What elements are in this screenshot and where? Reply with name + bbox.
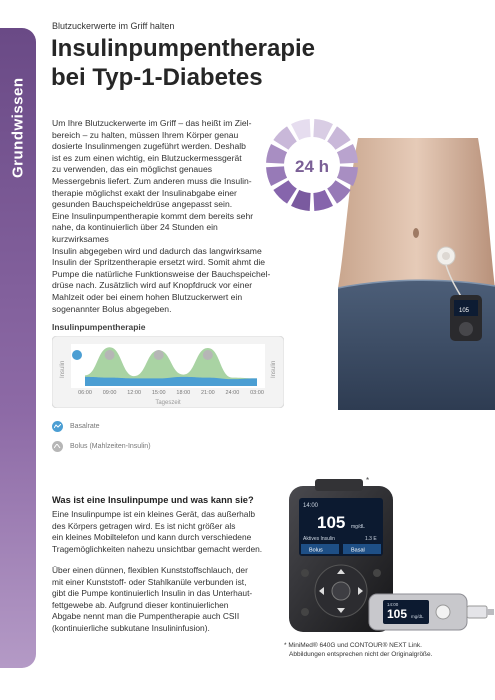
paragraph-line: mit einer Kunststoff- oder Stahlkanüle verbunden ist,: [52, 576, 247, 587]
clock-label: 24 h: [294, 157, 330, 176]
clock-segment: [273, 180, 296, 203]
intro-line: therapie möglichst exakt der Insulinabgabe einer: [52, 187, 237, 198]
chart-ylabel-left: Insulin: [60, 360, 66, 378]
intro-line: drüse nach. Zusätzlich wird auf Knopfdruck vor einer: [52, 280, 253, 291]
intro-line: Um Ihre Blutzuckerwerte im Griff – das heißt im Ziel-: [52, 118, 252, 128]
basal-marker: [72, 350, 82, 360]
meter-value: 105: [387, 607, 408, 621]
kicker: Blutzuckerwerte im Griff halten: [52, 21, 175, 31]
intro-line: zu verwenden, das ein möglichst genaues: [52, 164, 213, 175]
chart-legend: [52, 418, 151, 458]
section-heading: Was ist eine Insulinpumpe und was kann sie?: [52, 495, 254, 505]
page-title-line-1: Insulinpumpentherapie: [51, 35, 316, 62]
svg-text:105: 105: [459, 308, 470, 314]
bolus-icon: [52, 441, 63, 452]
pump-active-insulin-value: 1.3 E: [365, 536, 377, 542]
paragraph-line: Abgabe nennt man die Pumpentherapie auch CSII: [52, 611, 240, 622]
section-tab: [0, 28, 36, 668]
asterisk-mark: *: [366, 476, 370, 485]
paragraph-line: Über einen dünnen, flexiblen Kunststoffschlauch, der: [52, 565, 248, 575]
caption-line-1: * MiniMed® 640G und CONTOUR® NEXT Link.: [284, 642, 422, 649]
intro-line: sogenannter Bolus abgegeben.: [52, 303, 172, 314]
intro-line: Mahlzeit oder bei einem hohen Blutzuckerwert ein: [52, 291, 243, 302]
x-tick-label: 18:00: [176, 390, 191, 396]
intro-paragraph: [52, 118, 274, 315]
intro-line: nahe, da kontinuierlich über 24 Stunden ein kurzwirksames: [52, 222, 218, 244]
caption-line-2: Abbildungen entsprechen nicht der Originalgröße.: [289, 650, 433, 658]
image-caption: [284, 642, 489, 659]
legend-item-bolus: [52, 438, 151, 454]
x-tick-label: 15:00: [151, 390, 166, 396]
clock-segment: [313, 190, 333, 211]
paragraph-line: ein kleines Mobiltelefon und kann durch verschiedene: [52, 532, 252, 543]
chart-xlabel: Tageszeit: [155, 400, 181, 406]
paragraph-line: Tragemöglichkeiten nahezu unsichtbar gemacht werden.: [52, 543, 263, 554]
clock-segment: [337, 166, 358, 186]
chart-title: Insulinpumpentherapie: [52, 322, 146, 332]
intro-line: Pumpe die natürliche Funktionsweise der Bauchspeichel-: [52, 268, 271, 279]
paragraph-2: [52, 565, 284, 635]
page-title-line-2: bei Typ-1-Diabetes: [51, 64, 263, 91]
intro-line: gesunden Bauchspeicheldrüse angepasst sein.: [52, 199, 233, 210]
x-tick-label: 06:00: [78, 390, 92, 396]
x-tick-label: 12:00: [127, 390, 142, 396]
pump-bg-unit: mg/dL: [351, 524, 365, 530]
clock-segment: [273, 126, 296, 149]
x-tick-label: 09:00: [102, 390, 117, 396]
clock-segment: [327, 126, 350, 149]
bolus-marker: [154, 350, 164, 360]
legend-item-basal: [52, 418, 151, 434]
paragraph-line: (kontinuierliche subkutane Insulininfusion).: [52, 622, 210, 633]
clock-segment: [266, 166, 287, 186]
clock-segment: [291, 119, 311, 140]
bolus-marker: [105, 350, 115, 360]
section-tab-label: Grundwissen: [9, 77, 27, 179]
insulin-chart: [52, 336, 284, 408]
paragraph-line: des Körpers getragen wird. Es ist nicht größer als: [52, 520, 236, 531]
legend-label-basal: Basalrate: [70, 422, 100, 430]
basal-icon: [52, 421, 63, 432]
clock-segment: [337, 144, 358, 164]
bolus-marker: [203, 350, 213, 360]
meter-time: 14:00: [387, 602, 399, 607]
paragraph-line: gibt die Pumpe kontinuierlich Insulin in das Unterhaut-: [52, 588, 253, 599]
pump-time: 14:00: [303, 503, 319, 509]
pump-basal-label: Basal: [351, 547, 365, 554]
intro-line: Insulin der Spritzentherapie ersetzt wird. Somit ahmt die: [52, 257, 266, 268]
pump-device-image: [287, 476, 495, 636]
clock-segment: [327, 180, 350, 203]
paragraph-line: Eine Insulinpumpe ist ein kleines Gerät, das außerhalb: [52, 509, 255, 519]
intro-line: bereich – zu halten, müssen Ihrem Körper genau: [52, 129, 239, 140]
legend-label-bolus: Bolus (Mahlzeiten-Insulin): [70, 442, 151, 450]
meter-unit: mg/dL: [411, 614, 424, 619]
intro-line: Messergebnis liefert. Zum anderen muss die Insulin-: [52, 175, 252, 186]
paragraph-line: fettgewebe ab. Aufgrund dieser kontinuierlichen: [52, 599, 229, 610]
intro-line: ist es zum einen wichtig, ein Blutzuckermessgerät: [52, 152, 242, 163]
abdomen-photo: [338, 138, 495, 410]
x-tick-label: 24:00: [225, 390, 240, 396]
paragraph-1: [52, 509, 284, 555]
intro-line: dosierte Insulinmengen zugeführt werden. Deshalb: [52, 141, 246, 152]
intro-line: Insulin abgegeben wird und dadurch das langwirksame: [52, 245, 262, 256]
clock-segment: [313, 119, 333, 140]
x-tick-label: 03:00: [250, 390, 264, 396]
pump-bg-value: 105: [317, 513, 346, 532]
pump-bolus-label: Bolus: [309, 547, 323, 554]
clock-segment: [266, 144, 287, 164]
page-title: [51, 34, 341, 92]
x-tick-label: 21:00: [200, 390, 215, 396]
clock-24h-graphic: [263, 116, 361, 214]
chart-ylabel-right: Insulin: [271, 360, 277, 378]
pump-active-insulin-label: Aktives Insulin: [303, 536, 335, 542]
intro-line: Eine Insulinpumpentherapie kommt dem bereits sehr: [52, 210, 254, 221]
clock-segment: [291, 190, 311, 211]
